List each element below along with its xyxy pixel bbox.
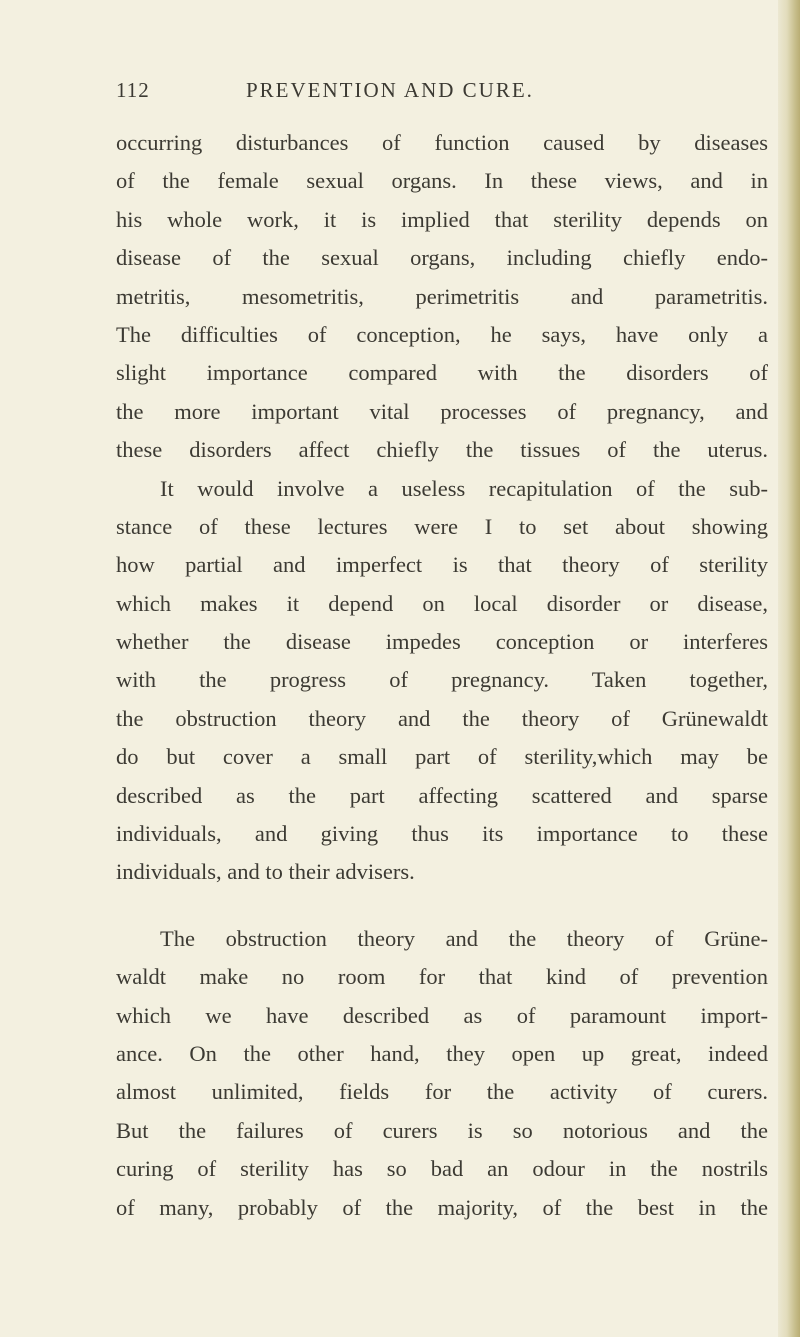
running-title: PREVENTION AND CURE. bbox=[246, 78, 534, 102]
text-line: almost unlimited, fields for the activity of curers. bbox=[116, 1079, 768, 1105]
paragraph-2 bbox=[116, 470, 768, 892]
text-line: But the failures of curers is so notorious and the bbox=[116, 1117, 768, 1143]
text-line: individuals, and giving thus its importance to these bbox=[116, 821, 768, 847]
text-line: do but cover a small part of sterility,which may be bbox=[116, 744, 768, 770]
text-line: of the female sexual organs. In these views, and in bbox=[116, 168, 768, 194]
text-line: metritis, mesometritis, perimetritis and parametritis. bbox=[116, 283, 768, 309]
text-line: whether the disease impedes conception or interferes bbox=[116, 629, 768, 655]
page-number: 112 bbox=[116, 78, 150, 102]
text-line: occurring disturbances of function caused by diseases bbox=[116, 130, 768, 155]
text-line: It would involve a useless recapitulation of the sub- bbox=[160, 475, 768, 501]
paragraph-1 bbox=[116, 124, 768, 470]
page-header bbox=[0, 78, 800, 112]
text-line: individuals, and to their advisers. bbox=[116, 859, 415, 885]
text-line: which we have described as of paramount import- bbox=[116, 1002, 768, 1028]
paragraph-3 bbox=[116, 920, 768, 1227]
text-line: described as the part affecting scattered and sparse bbox=[116, 782, 768, 808]
paragraph-spacer bbox=[116, 892, 768, 920]
page-edge-shadow bbox=[778, 0, 800, 1337]
text-line: The obstruction theory and the theory of Grüne- bbox=[160, 925, 768, 951]
text-line: these disorders affect chiefly the tissues of the uterus. bbox=[116, 437, 768, 463]
text-line: the obstruction theory and the theory of Grünewaldt bbox=[116, 705, 768, 731]
body-text bbox=[116, 124, 768, 1227]
text-line: waldt make no room for that kind of prevention bbox=[116, 964, 768, 990]
text-line: slight importance compared with the disorders of bbox=[116, 360, 768, 386]
text-line: of many, probably of the majority, of the best in the bbox=[116, 1194, 768, 1220]
text-line: with the progress of pregnancy. Taken together, bbox=[116, 667, 768, 693]
text-line: how partial and imperfect is that theory of sterility bbox=[116, 552, 768, 578]
text-line: which makes it depend on local disorder or disease, bbox=[116, 590, 768, 616]
text-line: the more important vital processes of pregnancy, and bbox=[116, 398, 768, 424]
text-line: disease of the sexual organs, including chiefly endo- bbox=[116, 245, 768, 271]
text-line: his whole work, it is implied that sterility depends on bbox=[116, 206, 768, 232]
text-line: stance of these lectures were I to set about showing bbox=[116, 513, 768, 539]
text-line: The difficulties of conception, he says, have only a bbox=[116, 321, 768, 347]
text-line: curing of sterility has so bad an odour in the nostrils bbox=[116, 1156, 768, 1182]
text-line: ance. On the other hand, they open up great, indeed bbox=[116, 1040, 768, 1066]
